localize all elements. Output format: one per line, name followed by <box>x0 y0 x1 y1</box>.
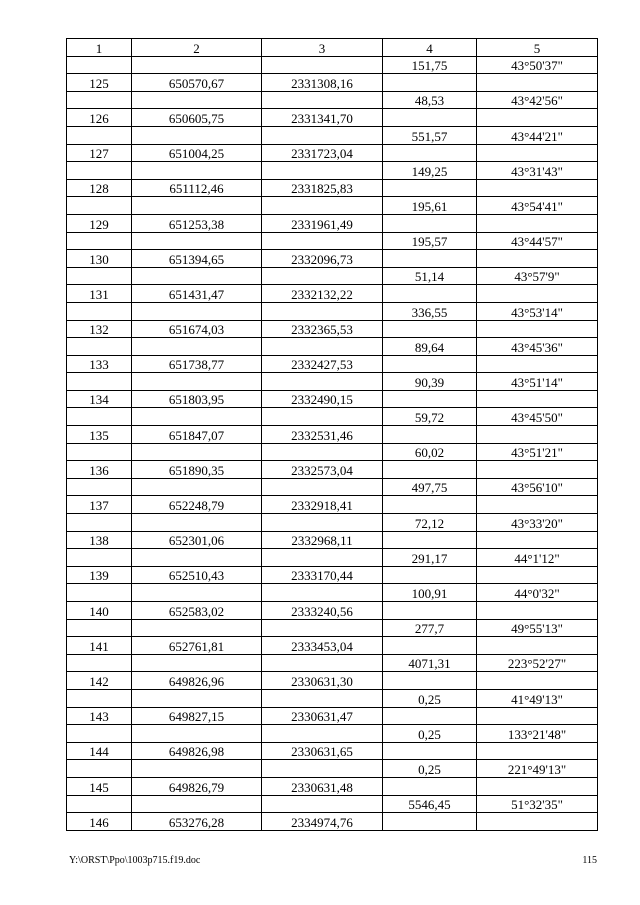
point-number-cell: 144 <box>67 742 132 760</box>
point-number-cell: 146 <box>67 813 132 831</box>
bearing-cell <box>477 426 598 444</box>
bearing-cell: 43°44'21" <box>477 126 598 144</box>
bearing-cell: 133°21'48" <box>477 725 598 743</box>
x-coordinate-cell <box>132 197 262 215</box>
y-coordinate-cell: 2333453,04 <box>262 637 383 655</box>
bearing-cell <box>477 742 598 760</box>
bearing-cell: 43°50'37" <box>477 56 598 74</box>
point-number-cell <box>67 760 132 778</box>
y-coordinate-cell: 2332531,46 <box>262 426 383 444</box>
y-coordinate-cell <box>262 760 383 778</box>
bearing-cell: 223°52'27" <box>477 654 598 672</box>
point-number-cell <box>67 126 132 144</box>
point-number-cell <box>67 654 132 672</box>
distance-cell: 59,72 <box>383 408 477 426</box>
y-coordinate-cell <box>262 725 383 743</box>
coordinates-table-body <box>67 39 598 831</box>
y-coordinate-cell <box>262 514 383 532</box>
header-cell-2: 2 <box>132 39 262 57</box>
x-coordinate-cell: 652510,43 <box>132 566 262 584</box>
x-coordinate-cell: 649827,15 <box>132 707 262 725</box>
y-coordinate-cell: 2330631,47 <box>262 707 383 725</box>
point-number-cell <box>67 373 132 391</box>
bearing-cell <box>477 461 598 479</box>
bearing-cell <box>477 637 598 655</box>
table-row <box>67 74 598 92</box>
y-coordinate-cell: 2331723,04 <box>262 144 383 162</box>
x-coordinate-cell: 652761,81 <box>132 637 262 655</box>
header-cell-4: 4 <box>383 39 477 57</box>
coordinates-table <box>66 38 598 831</box>
y-coordinate-cell: 2332968,11 <box>262 531 383 549</box>
table-row <box>67 461 598 479</box>
point-number-cell <box>67 162 132 180</box>
x-coordinate-cell <box>132 56 262 74</box>
y-coordinate-cell <box>262 126 383 144</box>
distance-cell <box>383 74 477 92</box>
y-coordinate-cell: 2333170,44 <box>262 566 383 584</box>
point-number-cell: 140 <box>67 602 132 620</box>
x-coordinate-cell: 650570,67 <box>132 74 262 92</box>
table-row <box>67 232 598 250</box>
table-row <box>67 338 598 356</box>
x-coordinate-cell <box>132 654 262 672</box>
y-coordinate-cell <box>262 56 383 74</box>
x-coordinate-cell <box>132 725 262 743</box>
distance-cell: 497,75 <box>383 478 477 496</box>
point-number-cell <box>67 91 132 109</box>
bearing-cell <box>477 320 598 338</box>
footer-file-path: Y:\ORST\Ppo\1003p715.f19.doc <box>69 855 201 866</box>
x-coordinate-cell <box>132 443 262 461</box>
point-number-cell: 126 <box>67 109 132 127</box>
point-number-cell: 132 <box>67 320 132 338</box>
y-coordinate-cell: 2331825,83 <box>262 179 383 197</box>
x-coordinate-cell <box>132 408 262 426</box>
distance-cell: 4071,31 <box>383 654 477 672</box>
table-row <box>67 320 598 338</box>
distance-cell <box>383 179 477 197</box>
x-coordinate-cell <box>132 162 262 180</box>
table-row <box>67 654 598 672</box>
y-coordinate-cell <box>262 338 383 356</box>
bearing-cell: 44°1'12" <box>477 549 598 567</box>
table-row <box>67 91 598 109</box>
footer-page-number: 115 <box>582 855 597 866</box>
table-row <box>67 56 598 74</box>
bearing-cell <box>477 531 598 549</box>
distance-cell <box>383 461 477 479</box>
y-coordinate-cell <box>262 197 383 215</box>
distance-cell <box>383 144 477 162</box>
distance-cell: 5546,45 <box>383 795 477 813</box>
distance-cell: 51,14 <box>383 267 477 285</box>
y-coordinate-cell: 2332132,22 <box>262 285 383 303</box>
point-number-cell <box>67 795 132 813</box>
table-row <box>67 302 598 320</box>
header-row <box>67 39 598 57</box>
distance-cell <box>383 320 477 338</box>
table-row <box>67 813 598 831</box>
bearing-cell: 49°55'13" <box>477 619 598 637</box>
header-cell-1: 1 <box>67 39 132 57</box>
bearing-cell <box>477 144 598 162</box>
point-number-cell <box>67 689 132 707</box>
table-row <box>67 672 598 690</box>
point-number-cell: 138 <box>67 531 132 549</box>
point-number-cell <box>67 584 132 602</box>
bearing-cell <box>477 566 598 584</box>
table-row <box>67 496 598 514</box>
point-number-cell: 127 <box>67 144 132 162</box>
x-coordinate-cell: 651738,77 <box>132 355 262 373</box>
x-coordinate-cell: 652583,02 <box>132 602 262 620</box>
x-coordinate-cell: 651253,38 <box>132 214 262 232</box>
point-number-cell: 134 <box>67 390 132 408</box>
y-coordinate-cell: 2332918,41 <box>262 496 383 514</box>
point-number-cell: 141 <box>67 637 132 655</box>
x-coordinate-cell: 651004,25 <box>132 144 262 162</box>
y-coordinate-cell: 2331341,70 <box>262 109 383 127</box>
y-coordinate-cell <box>262 302 383 320</box>
x-coordinate-cell: 651394,65 <box>132 250 262 268</box>
bearing-cell: 43°33'20" <box>477 514 598 532</box>
distance-cell: 195,61 <box>383 197 477 215</box>
bearing-cell: 43°45'50" <box>477 408 598 426</box>
point-number-cell <box>67 514 132 532</box>
point-number-cell: 142 <box>67 672 132 690</box>
bearing-cell: 41°49'13" <box>477 689 598 707</box>
y-coordinate-cell: 2330631,30 <box>262 672 383 690</box>
y-coordinate-cell: 2332365,53 <box>262 320 383 338</box>
x-coordinate-cell: 651112,46 <box>132 179 262 197</box>
point-number-cell: 137 <box>67 496 132 514</box>
distance-cell: 149,25 <box>383 162 477 180</box>
point-number-cell <box>67 443 132 461</box>
bearing-cell: 44°0'32" <box>477 584 598 602</box>
x-coordinate-cell: 649826,79 <box>132 777 262 795</box>
table-row <box>67 689 598 707</box>
distance-cell <box>383 742 477 760</box>
bearing-cell <box>477 355 598 373</box>
table-row <box>67 250 598 268</box>
header-cell-3: 3 <box>262 39 383 57</box>
y-coordinate-cell: 2332096,73 <box>262 250 383 268</box>
y-coordinate-cell: 2330631,48 <box>262 777 383 795</box>
point-number-cell <box>67 267 132 285</box>
distance-cell: 151,75 <box>383 56 477 74</box>
y-coordinate-cell: 2331961,49 <box>262 214 383 232</box>
point-number-cell <box>67 549 132 567</box>
table-row <box>67 197 598 215</box>
bearing-cell: 43°51'21" <box>477 443 598 461</box>
distance-cell: 336,55 <box>383 302 477 320</box>
distance-cell: 0,25 <box>383 760 477 778</box>
x-coordinate-cell: 650605,75 <box>132 109 262 127</box>
point-number-cell <box>67 619 132 637</box>
distance-cell <box>383 813 477 831</box>
x-coordinate-cell <box>132 126 262 144</box>
table-row <box>67 566 598 584</box>
distance-cell <box>383 496 477 514</box>
x-coordinate-cell: 649826,96 <box>132 672 262 690</box>
point-number-cell: 136 <box>67 461 132 479</box>
y-coordinate-cell: 2332573,04 <box>262 461 383 479</box>
table-row <box>67 637 598 655</box>
y-coordinate-cell: 2331308,16 <box>262 74 383 92</box>
y-coordinate-cell <box>262 91 383 109</box>
point-number-cell <box>67 302 132 320</box>
y-coordinate-cell: 2332427,53 <box>262 355 383 373</box>
distance-cell <box>383 426 477 444</box>
y-coordinate-cell <box>262 478 383 496</box>
y-coordinate-cell <box>262 654 383 672</box>
table-row <box>67 355 598 373</box>
point-number-cell <box>67 478 132 496</box>
table-row <box>67 285 598 303</box>
point-number-cell: 125 <box>67 74 132 92</box>
table-row <box>67 602 598 620</box>
distance-cell: 48,53 <box>383 91 477 109</box>
table-row <box>67 795 598 813</box>
table-row <box>67 777 598 795</box>
distance-cell <box>383 777 477 795</box>
point-number-cell: 143 <box>67 707 132 725</box>
distance-cell: 89,64 <box>383 338 477 356</box>
point-number-cell: 133 <box>67 355 132 373</box>
bearing-cell <box>477 109 598 127</box>
bearing-cell: 43°31'43" <box>477 162 598 180</box>
table-row <box>67 478 598 496</box>
x-coordinate-cell: 651674,03 <box>132 320 262 338</box>
distance-cell: 291,17 <box>383 549 477 567</box>
bearing-cell <box>477 179 598 197</box>
x-coordinate-cell <box>132 232 262 250</box>
y-coordinate-cell: 2334974,76 <box>262 813 383 831</box>
bearing-cell <box>477 777 598 795</box>
table-row <box>67 426 598 444</box>
table-row <box>67 214 598 232</box>
distance-cell: 60,02 <box>383 443 477 461</box>
bearing-cell <box>477 250 598 268</box>
distance-cell: 0,25 <box>383 725 477 743</box>
distance-cell: 72,12 <box>383 514 477 532</box>
y-coordinate-cell: 2332490,15 <box>262 390 383 408</box>
distance-cell <box>383 355 477 373</box>
table-row <box>67 742 598 760</box>
bearing-cell: 43°44'57" <box>477 232 598 250</box>
x-coordinate-cell <box>132 338 262 356</box>
table-row <box>67 144 598 162</box>
x-coordinate-cell: 652301,06 <box>132 531 262 549</box>
bearing-cell: 43°56'10" <box>477 478 598 496</box>
x-coordinate-cell: 652248,79 <box>132 496 262 514</box>
bearing-cell <box>477 214 598 232</box>
y-coordinate-cell <box>262 795 383 813</box>
x-coordinate-cell <box>132 302 262 320</box>
point-number-cell <box>67 408 132 426</box>
bearing-cell: 43°54'41" <box>477 197 598 215</box>
bearing-cell: 51°32'35" <box>477 795 598 813</box>
x-coordinate-cell <box>132 267 262 285</box>
y-coordinate-cell <box>262 619 383 637</box>
bearing-cell: 43°51'14" <box>477 373 598 391</box>
point-number-cell <box>67 338 132 356</box>
bearing-cell: 43°45'36" <box>477 338 598 356</box>
x-coordinate-cell <box>132 91 262 109</box>
bearing-cell <box>477 602 598 620</box>
table-row <box>67 443 598 461</box>
table-row <box>67 109 598 127</box>
table-row <box>67 514 598 532</box>
table-row <box>67 373 598 391</box>
y-coordinate-cell <box>262 584 383 602</box>
y-coordinate-cell <box>262 232 383 250</box>
distance-cell <box>383 602 477 620</box>
y-coordinate-cell <box>262 443 383 461</box>
distance-cell <box>383 390 477 408</box>
table-row <box>67 408 598 426</box>
y-coordinate-cell <box>262 549 383 567</box>
distance-cell <box>383 566 477 584</box>
x-coordinate-cell <box>132 373 262 391</box>
x-coordinate-cell <box>132 619 262 637</box>
bearing-cell: 43°53'14" <box>477 302 598 320</box>
table-row <box>67 267 598 285</box>
x-coordinate-cell: 651803,95 <box>132 390 262 408</box>
table-row <box>67 162 598 180</box>
distance-cell <box>383 109 477 127</box>
point-number-cell <box>67 232 132 250</box>
distance-cell: 0,25 <box>383 689 477 707</box>
table-row <box>67 531 598 549</box>
distance-cell: 277,7 <box>383 619 477 637</box>
table-row <box>67 584 598 602</box>
bearing-cell: 43°57'9" <box>477 267 598 285</box>
point-number-cell: 128 <box>67 179 132 197</box>
point-number-cell: 135 <box>67 426 132 444</box>
distance-cell <box>383 250 477 268</box>
point-number-cell: 129 <box>67 214 132 232</box>
y-coordinate-cell <box>262 267 383 285</box>
point-number-cell: 145 <box>67 777 132 795</box>
distance-cell: 195,57 <box>383 232 477 250</box>
distance-cell <box>383 637 477 655</box>
table-row <box>67 707 598 725</box>
bearing-cell <box>477 496 598 514</box>
distance-cell <box>383 672 477 690</box>
table-row <box>67 390 598 408</box>
x-coordinate-cell: 651890,35 <box>132 461 262 479</box>
x-coordinate-cell <box>132 584 262 602</box>
y-coordinate-cell <box>262 689 383 707</box>
y-coordinate-cell <box>262 373 383 391</box>
x-coordinate-cell <box>132 514 262 532</box>
x-coordinate-cell: 651847,07 <box>132 426 262 444</box>
distance-cell: 90,39 <box>383 373 477 391</box>
bearing-cell: 43°42'56" <box>477 91 598 109</box>
table-row <box>67 126 598 144</box>
distance-cell: 100,91 <box>383 584 477 602</box>
x-coordinate-cell <box>132 549 262 567</box>
x-coordinate-cell <box>132 795 262 813</box>
x-coordinate-cell <box>132 760 262 778</box>
y-coordinate-cell: 2333240,56 <box>262 602 383 620</box>
bearing-cell <box>477 285 598 303</box>
distance-cell <box>383 285 477 303</box>
bearing-cell <box>477 74 598 92</box>
x-coordinate-cell <box>132 478 262 496</box>
bearing-cell <box>477 672 598 690</box>
table-row <box>67 725 598 743</box>
table-row <box>67 549 598 567</box>
x-coordinate-cell: 649826,98 <box>132 742 262 760</box>
point-number-cell <box>67 56 132 74</box>
y-coordinate-cell <box>262 162 383 180</box>
x-coordinate-cell: 651431,47 <box>132 285 262 303</box>
point-number-cell: 131 <box>67 285 132 303</box>
bearing-cell <box>477 707 598 725</box>
distance-cell: 551,57 <box>383 126 477 144</box>
point-number-cell <box>67 197 132 215</box>
table-row <box>67 760 598 778</box>
header-cell-5: 5 <box>477 39 598 57</box>
bearing-cell <box>477 390 598 408</box>
distance-cell <box>383 707 477 725</box>
bearing-cell: 221°49'13" <box>477 760 598 778</box>
distance-cell <box>383 531 477 549</box>
point-number-cell: 130 <box>67 250 132 268</box>
table-row <box>67 179 598 197</box>
point-number-cell <box>67 725 132 743</box>
x-coordinate-cell: 653276,28 <box>132 813 262 831</box>
y-coordinate-cell: 2330631,65 <box>262 742 383 760</box>
y-coordinate-cell <box>262 408 383 426</box>
x-coordinate-cell <box>132 689 262 707</box>
bearing-cell <box>477 813 598 831</box>
table-row <box>67 619 598 637</box>
distance-cell <box>383 214 477 232</box>
point-number-cell: 139 <box>67 566 132 584</box>
